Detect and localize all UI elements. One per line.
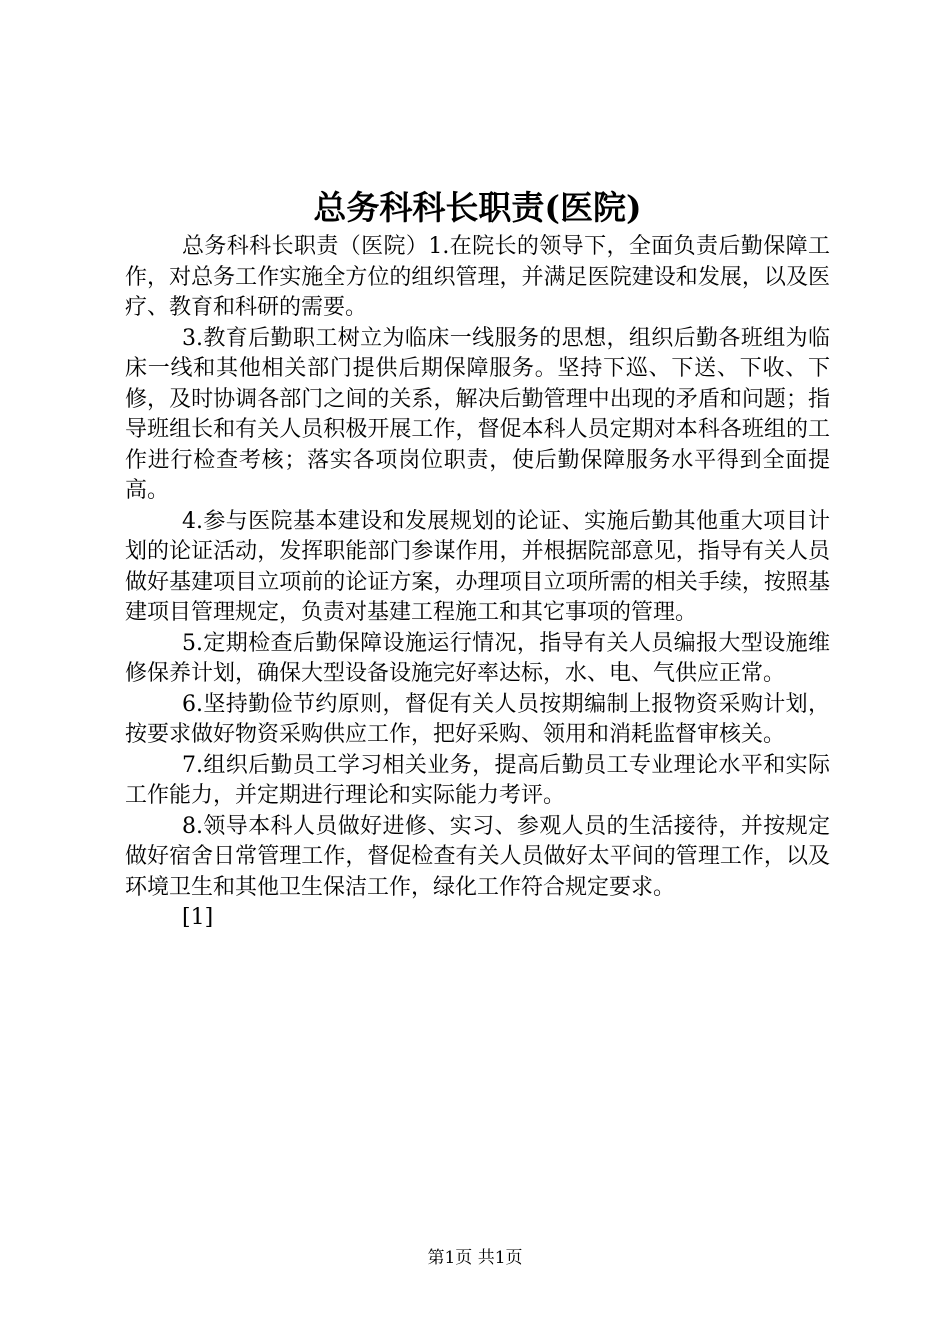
paragraph-4: 4.参与医院基本建设和发展规划的论证、实施后勤其他重大项目计划的论证活动，发挥职能部门参谋作用，并根据院部意见，指导有关人员做好基建项目立项前的论证方案，办理项目立项所需的相关手续，按照基建项目管理规定，负责对基建工程施工和其它事项的管理。 — [125, 508, 830, 625]
reference-note: [1] — [182, 905, 214, 930]
paragraph-5: 5.定期检查后勤保障设施运行情况，指导有关人员编报大型设施维修保养计划，确保大型设备设施完好率达标，水、电、气供应正常。 — [125, 630, 830, 686]
paragraph-7: 7.组织后勤员工学习相关业务，提高后勤员工专业理论水平和实际工作能力，并定期进行理论和实际能力考评。 — [125, 752, 830, 808]
paragraph-1: 总务科科长职责（医院）1.在院长的领导下，全面负责后勤保障工作，对总务工作实施全方位的组织管理，并满足医院建设和发展，以及医疗、教育和科研的需要。 — [125, 234, 830, 320]
document-title: 总务科科长职责(医院) — [313, 188, 642, 227]
paragraph-8: 8.领导本科人员做好进修、实习、参观人员的生活接待，并按规定做好宿舍日常管理工作，督促检查有关人员做好太平间的管理工作，以及环境卫生和其他卫生保洁工作，绿化工作符合规定要求。 — [125, 813, 830, 900]
paragraph-3: 3.教育后勤职工树立为临床一线服务的思想，组织后勤各班组为临床一线和其他相关部门提供后期保障服务。坚持下巡、下送、下收、下修，及时协调各部门之间的关系，解决后勤管理中出现的矛盾和问题；指导班组长和有关人员积极开展工作，督促本科人员定期对本科各班组的工作进行检查考核；落实各项岗位职责，使后勤保障服务水平得到全面提高。 — [125, 325, 830, 503]
page-footer: 第1页 共1页 — [427, 1248, 523, 1268]
document-page — [125, 186, 830, 934]
paragraph-6: 6.坚持勤俭节约原则，督促有关人员按期编制上报物资采购计划，按要求做好物资采购供应工作，把好采购、领用和消耗监督审核关。 — [125, 691, 830, 747]
document-body — [125, 232, 830, 934]
